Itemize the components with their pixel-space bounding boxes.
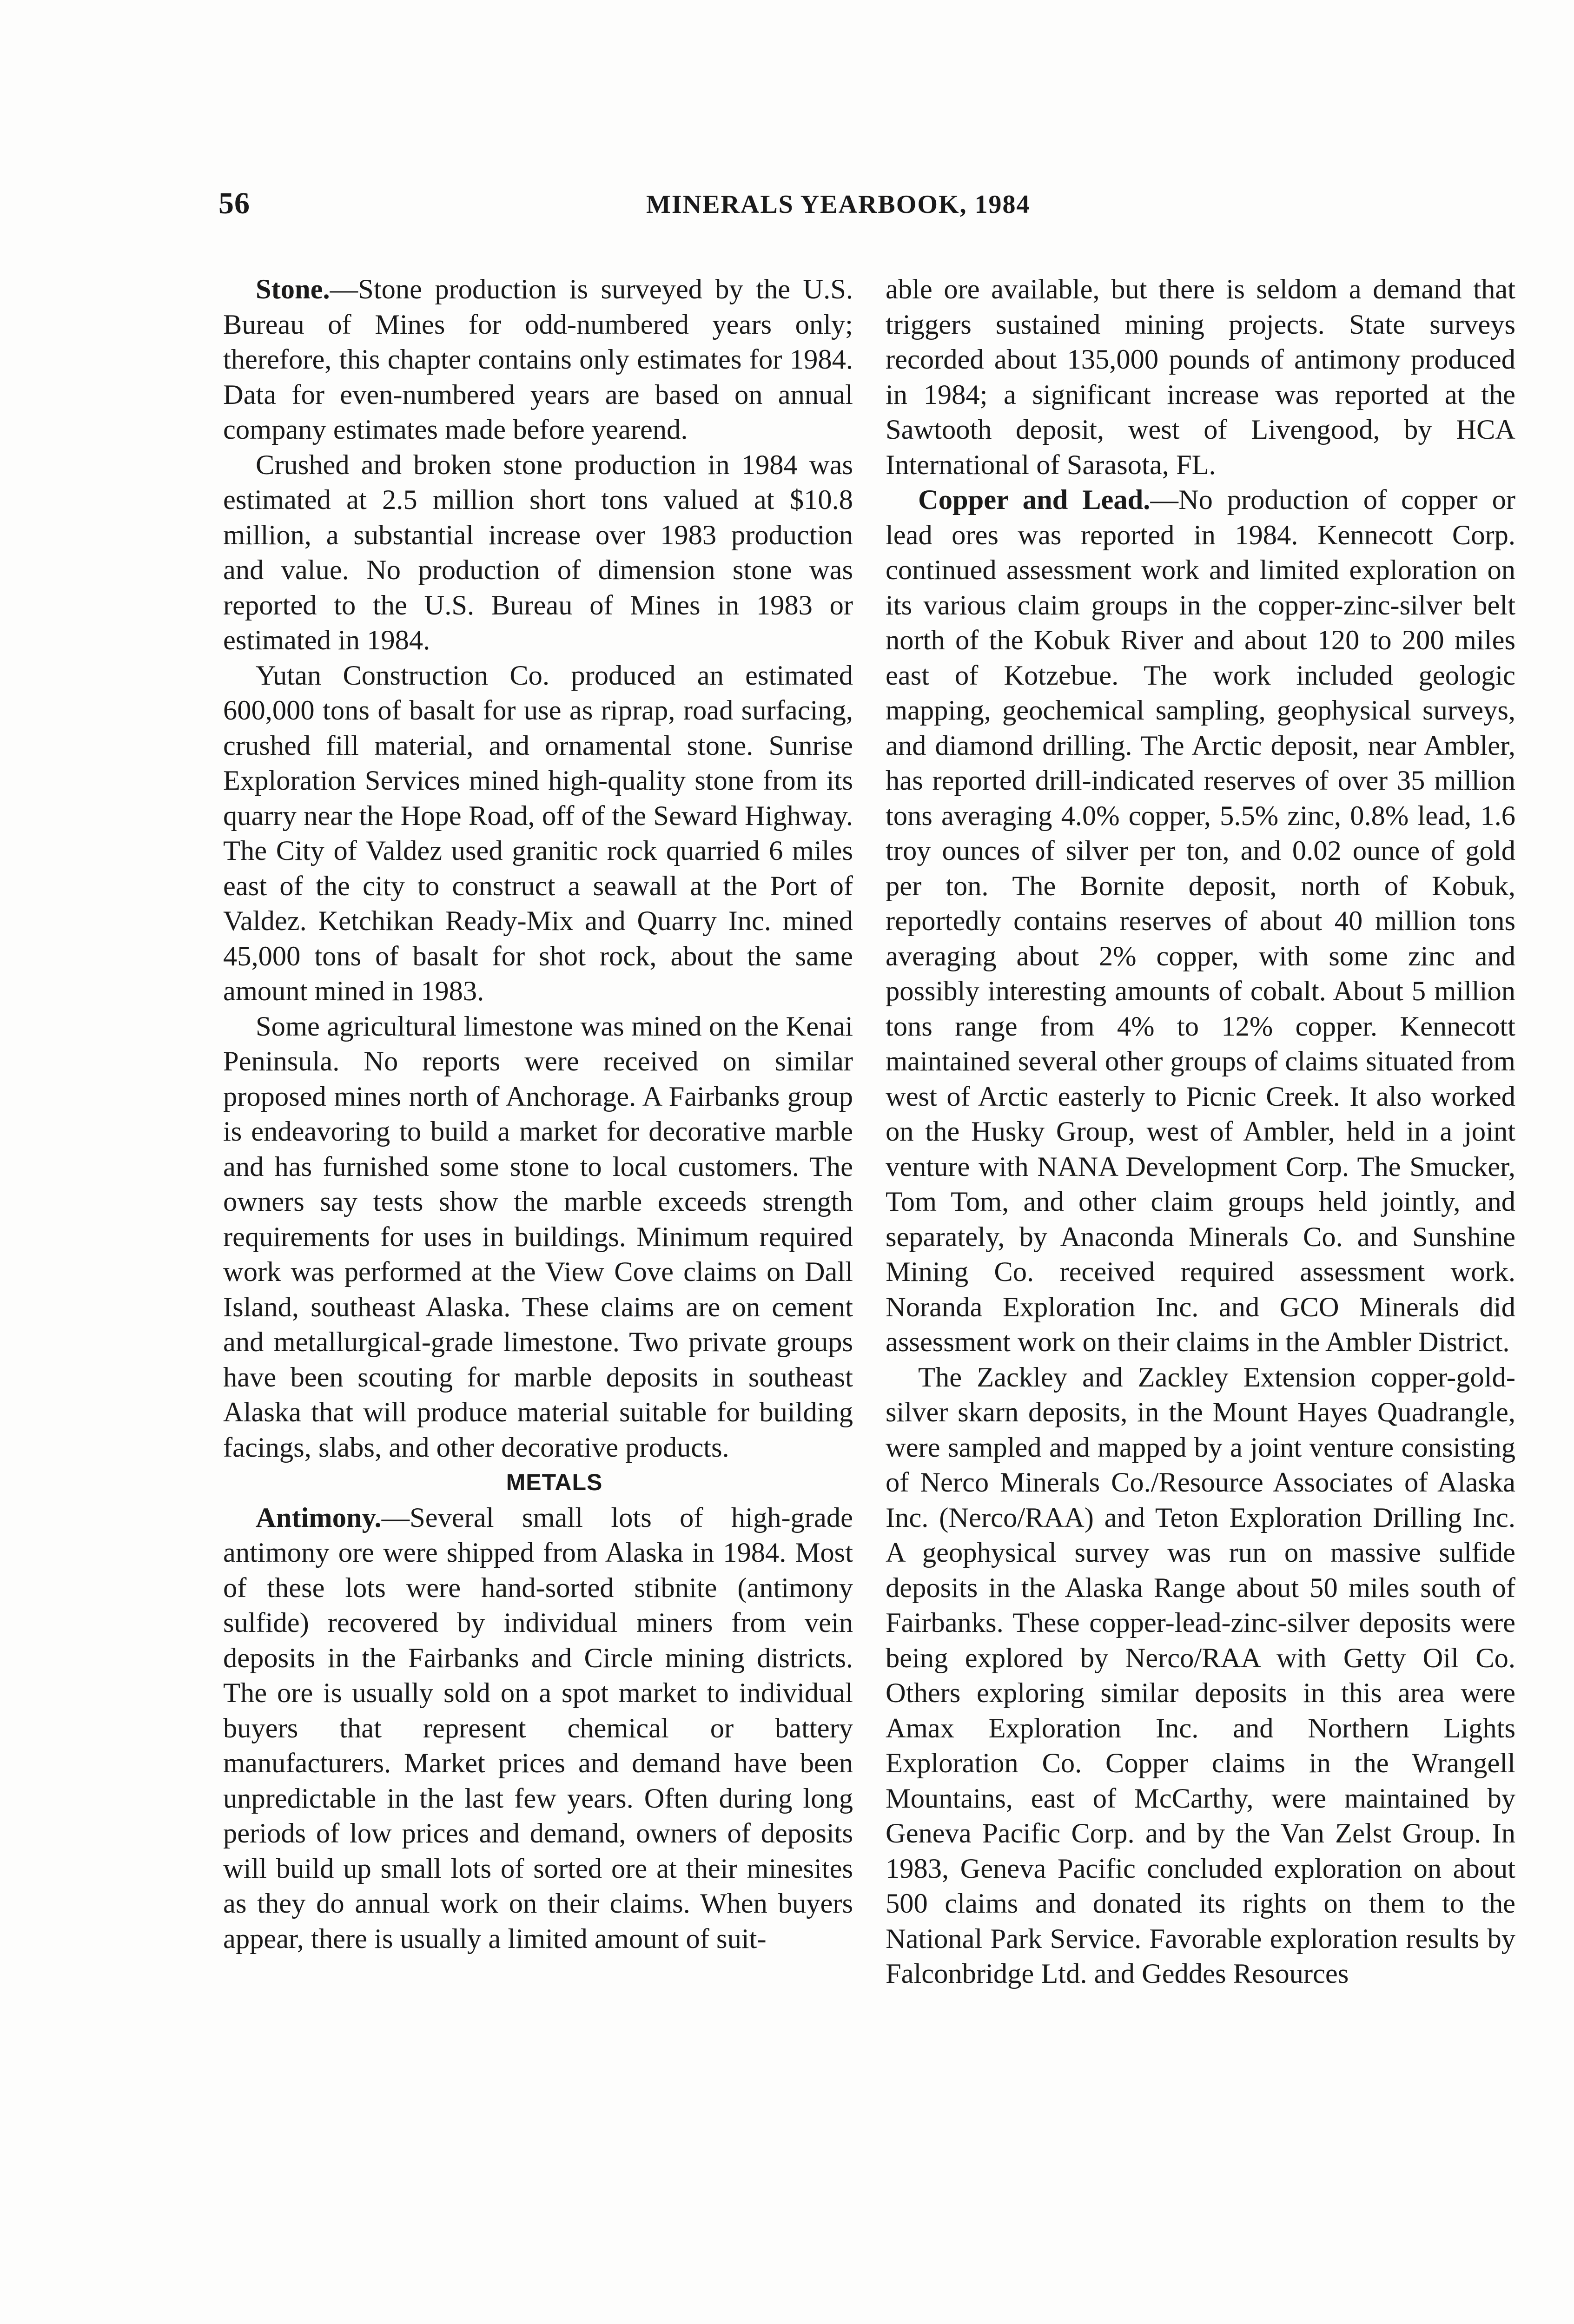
copper-lead-heading-dash: —: [1150, 484, 1178, 515]
right-column: [886, 272, 1515, 1992]
left-column: [223, 272, 853, 1956]
stone-heading: Stone.: [256, 274, 330, 305]
copper-lead-paragraph-1: [886, 482, 1515, 1360]
stone-heading-dash: —: [330, 274, 358, 305]
antimony-continuation: able ore available, but there is seldom a demand that triggers sustained mining projects. State surveys recorded about 135,000 pounds of antimony produced in 1984; a significant increase was reported at the Sawtooth deposit, west of Livengood, by HCA International of Sarasota, FL.: [886, 274, 1515, 481]
stone-paragraph-1: [223, 272, 853, 448]
copper-lead-paragraph-2: The Zackley and Zackley Extension copper-gold-silver skarn deposits, in the Mount Hayes Quadrangle, were sampled and mapped by a joint venture consisting of Nerco Minerals Co./Resource Associates of Alaska Inc. (Nerco/RAA) and Teton Exploration Drilling Inc. A geophysical survey was run on massive sulfide deposits in the Alaska Range about 50 miles south of Fairbanks. These copper-lead-zinc-silver deposits were being explored by Nerco/RAA with Getty Oil Co. Others exploring similar deposits in this area were Amax Exploration Inc. and Northern Lights Exploration Co. Copper claims in the Wrangell Mountains, east of McCarthy, were maintained by Geneva Pacific Corp. and by the Van Zelst Group. In 1983, Geneva Pacific concluded exploration on about 500 claims and donated its rights on them to the National Park Service. Favorable exploration results by Falconbridge Ltd. and Geddes Resources: [886, 1361, 1515, 1989]
page-number: 56: [218, 186, 250, 220]
metals-section-heading: METALS: [506, 1469, 603, 1495]
stone-paragraph-1-text: Stone production is surveyed by the U.S. Bureau of Mines for odd-numbered years only; therefore, this chapter contains only estimates for 1984. Data for even-numbered years are based on annual company estimates made before yearend.: [223, 274, 853, 445]
antimony-heading-dash: —: [381, 1502, 410, 1533]
stone-paragraph-4: Some agricultural limestone was mined on the Kenai Peninsula. No reports were received on similar proposed mines north of Anchorage. A Fairbanks group is endeavoring to build a market for decorative marble and has furnished some stone to local customers. The owners say tests show the marble exceeds strength requirements for uses in buildings. Minimum required work was performed at the View Cove claims on Dall Island, southeast Alaska. These claims are on cement and metallurgical-grade limestone. Two private groups have been scouting for marble deposits in southeast Alaska that will produce material suitable for building facings, slabs, and other decorative products.: [223, 1010, 853, 1463]
copper-lead-heading: Copper and Lead.: [918, 484, 1151, 515]
stone-paragraph-2: Crushed and broken stone production in 1984 was estimated at 2.5 million short tons valued at $10.8 million, a substantial increase over 1983 production and value. No production of dimension stone was reported to the U.S. Bureau of Mines in 1983 or estimated in 1984.: [223, 449, 853, 656]
stone-paragraph-3: Yutan Construction Co. produced an estimated 600,000 tons of basalt for use as riprap, road surfacing, crushed fill material, and ornamental stone. Sunrise Exploration Services mined high-quality stone from its quarry near the Hope Road, off of the Seward Highway. The City of Valdez used granitic rock quarried 6 miles east of the city to construct a seawall at the Port of Valdez. Ketchikan Ready-Mix and Quarry Inc. mined 45,000 tons of basalt for shot rock, about the same amount mined in 1983.: [223, 660, 853, 1007]
copper-lead-paragraph-1-text: No production of copper or lead ores was reported in 1984. Kennecott Corp. continued assessment work and limited exploration on its various claim groups in the copper-zinc-silver belt north of the Kobuk River and about 120 to 200 miles east of Kotzebue. The work included geologic mapping, geochemical sampling, geophysical surveys, and diamond drilling. The Arctic deposit, near Ambler, has reported drill-indicated reserves of over 35 million tons averaging 4.0% copper, 5.5% zinc, 0.8% lead, 1.6 troy ounces of silver per ton, and 0.02 ounce of gold per ton. The Bornite deposit, north of Kobuk, reportedly contains reserves of about 40 million tons averaging about 2% copper, with some zinc and possibly interesting amounts of cobalt. About 5 million tons range from 4% to 12% copper. Kennecott maintained several other groups of claims situated from west of Arctic easterly to Picnic Creek. It also worked on the Husky Group, west of Ambler, held in a joint venture with NANA Development Corp. The Smucker, Tom Tom, and other claim groups held jointly, and separately, by Anaconda Minerals Co. and Sunshine Mining Co. received required assessment work. Noranda Exploration Inc. and GCO Minerals did assessment work on their claims in the Ambler District.: [886, 484, 1515, 1358]
running-title: MINERALS YEARBOOK, 1984: [646, 190, 1031, 219]
antimony-heading: Antimony.: [256, 1502, 382, 1533]
page-header: [218, 186, 1353, 228]
antimony-paragraph-1: [223, 1500, 853, 1957]
antimony-paragraph-1-text: Several small lots of high-grade antimony ore were shipped from Alaska in 1984. Most of these lots were hand-sorted stibnite (antimony sulfide) recovered by individual miners from vein deposits in the Fairbanks and Circle mining districts. The ore is usually sold on a spot market to individual buyers that represent chemical or battery manufacturers. Market prices and demand have been unpredictable in the last few years. Often during long periods of low prices and demand, owners of deposits will build up small lots of sorted ore at their minesites as they do annual work on their claims. When buyers appear, there is usually a limited amount of suit-: [223, 1502, 853, 1954]
